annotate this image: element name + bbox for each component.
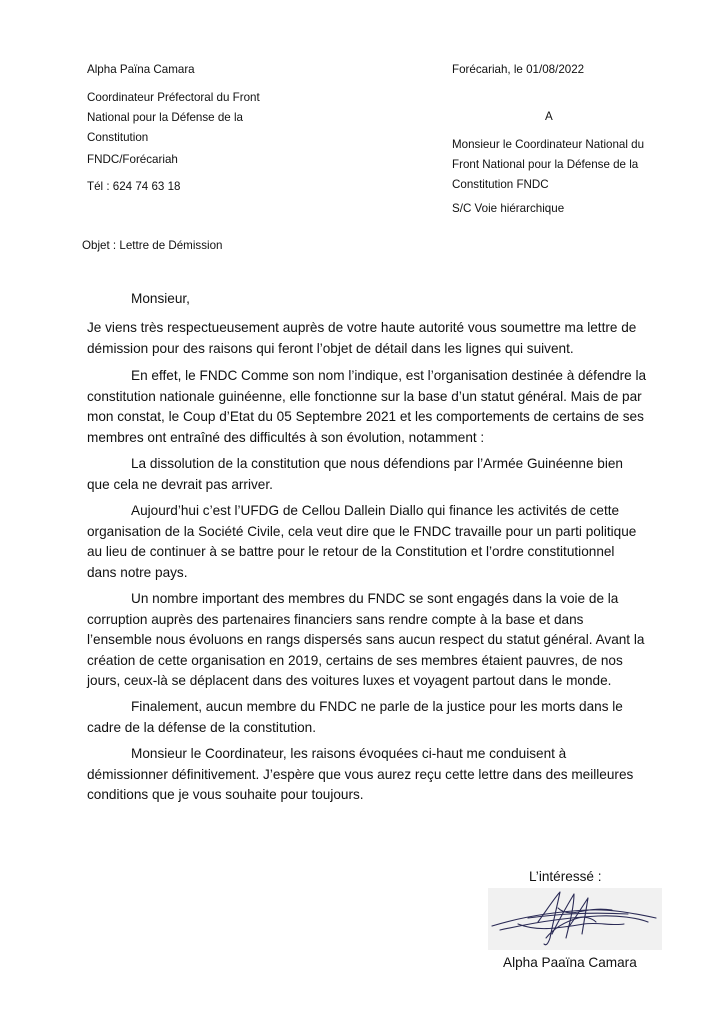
paragraph-intro: Je viens très respectueusement auprès de votre haute autorité vous soumettre ma lettre de démission pour des raisons qui feront l’objet de détail dans les lignes qui suivent. (87, 320, 637, 356)
sender-org: FNDC/Forécariah (87, 153, 178, 166)
recipient-via: S/C Voie hiérarchique (452, 202, 565, 215)
handwritten-signature (488, 888, 662, 950)
sender-title: Coordinateur Préfectoral du Front National pour la Défense de la Constitution (87, 91, 260, 144)
place-date: Forécariah, le 01/08/2022 (452, 63, 585, 76)
signature-scribble (488, 888, 662, 950)
recipient-prefix: A (545, 110, 553, 123)
subject-line: Objet : Lettre de Démission (82, 239, 223, 252)
salutation: Monsieur, (131, 291, 190, 306)
paragraph-justice: Finalement, aucun membre du FNDC ne parle de la justice pour les morts dans le cadre de la défense de la constitution. (87, 699, 623, 735)
paragraph-conclusion: Monsieur le Coordinateur, les raisons évoquées ci-haut me conduisent à démissionner définitivement. J’espère que vous aurez reçu cette lettre dans des meilleures conditions que je vous souhaite pour toujours. (87, 746, 634, 802)
signatory-name: Alpha Paaïna Camara (503, 955, 637, 970)
paragraph-corruption: Un nombre important des membres du FNDC se sont engagés dans la voie de la corruption auprès des partenaires financiers sans rendre compte à la base et dans l’ensemble nous évoluons en rangs dispersés sans aucun respect du statut général. Avant la création de cette organisation en 2019, certains de ses membres étaient pauvres, de nos jours, ceux-là se déplacent dans des voitures luxes et voyagent partout dans le monde. (87, 591, 645, 688)
paragraph-context: En effet, le FNDC Comme son nom l’indique, est l’organisation destinée à défendre la constitution nationale guinéenne, elle fonctionne sur la base d’un statut général. Mais de par mon constat, le Coup d’Etat du 05 Septembre 2021 et les comportements de certains de ses membres ont entraîné des difficultés à son évolution, notamment : (87, 368, 647, 445)
sender-name: Alpha Païna Camara (87, 63, 195, 76)
paragraph-ufdg: Aujourd’hui c’est l’UFDG de Cellou Dallein Diallo qui finance les activités de cette organisation de la Société Civile, cela veut dire que le FNDC travaille pour un parti politique au lieu de continuer à se battre pour le retour de la Constitution et l’ordre constitutionnel dans notre pays. (87, 503, 637, 580)
recipient-title: Monsieur le Coordinateur National du Front National pour la Défense de la Constitution FNDC (452, 138, 645, 191)
paragraph-dissolution: La dissolution de la constitution que nous défendions par l’Armée Guinéenne bien que cela ne devrait pas arriver. (87, 456, 623, 492)
sender-phone: Tél : 624 74 63 18 (87, 180, 181, 193)
closing-label: L’intéressé : (529, 869, 602, 884)
